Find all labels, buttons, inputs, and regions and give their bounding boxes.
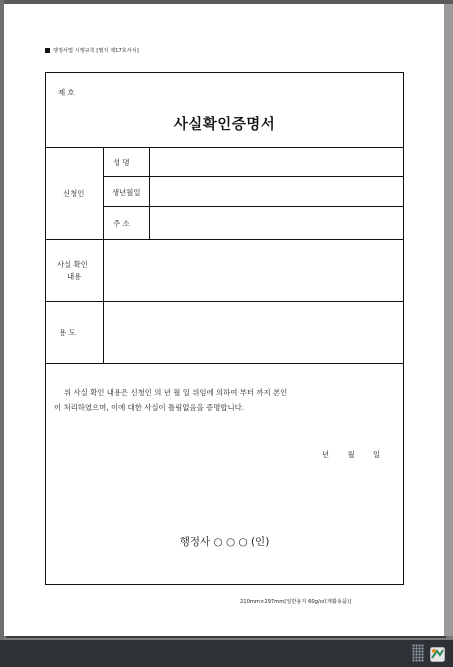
fact-content-label-line2: 내용: [67, 272, 82, 281]
address-field[interactable]: [150, 207, 403, 239]
birth-date-field[interactable]: [150, 177, 403, 206]
square-bullet-icon: [45, 48, 50, 53]
resize-grip-icon[interactable]: [412, 644, 424, 662]
fact-content-field[interactable]: [104, 240, 403, 301]
form-header-note-text: 행정사법 시행규칙 [별지 제17호서식]: [53, 48, 139, 54]
purpose-label: 용 도: [59, 328, 76, 337]
form-header-note: [45, 47, 139, 54]
document-number-label: 제 호: [58, 88, 75, 97]
address-label: 주 소: [113, 219, 130, 228]
taskbar: [0, 640, 453, 667]
certification-statement: [54, 385, 287, 415]
rule-purpose-bottom: [46, 363, 403, 364]
page-side-scroll-area[interactable]: [444, 4, 453, 636]
name-label: 성 명: [113, 158, 130, 167]
purpose-field[interactable]: [104, 302, 403, 363]
issue-date-line: 년 월 일: [322, 450, 381, 459]
statement-line-2: 이 처리하였으며, 이에 대한 사실이 틀림없음을 증명합니다.: [54, 403, 245, 412]
name-field[interactable]: [150, 148, 403, 176]
form-title: 사실확인증명서: [173, 117, 276, 133]
signer-line: 행정사 ○ ○ ○ (인): [179, 536, 270, 548]
birth-date-label: 생년월일: [112, 188, 141, 197]
statement-line-1: 위 사실 확인 내용은 신청인 의 년 월 일 위임에 의하여 부터 까지 본인: [64, 388, 288, 397]
applicant-label: 신청인: [63, 189, 85, 198]
paper-spec-note: 210mm×297mm[일반용지 60g/㎡(재활용품)]: [240, 599, 352, 605]
app-tray-icon[interactable]: [430, 647, 445, 662]
certificate-form: [45, 72, 404, 585]
fact-content-label-line1: 사실 확인: [57, 260, 88, 269]
